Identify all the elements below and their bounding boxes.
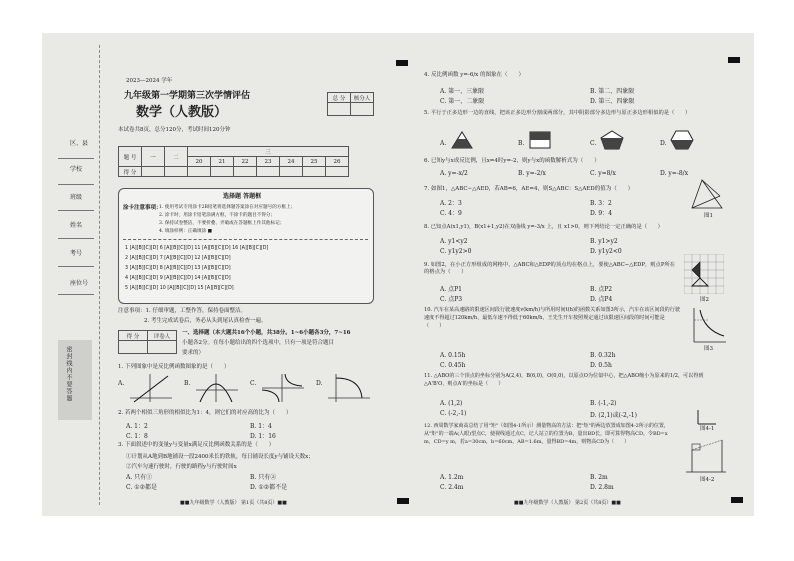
q12-option-d[interactable]: D. 2.8m [590, 484, 614, 491]
q1-option-d[interactable]: D. [316, 380, 323, 387]
q9-option-b[interactable]: B. 点P2 [590, 286, 613, 293]
answer-card-note: 3. 保持试卷整洁，不要折叠、弄破或在答题框上作其他标记； [159, 221, 285, 226]
answer-row[interactable]: 2 [A][B][C][D] 7 [A][B][C][D] 12 [A][B][C][D] [125, 256, 231, 261]
question-3: 3. 下面叙述中的变量y与变量x满足反比例函数关系的是（ ） [118, 442, 275, 448]
score-cell[interactable] [234, 167, 257, 177]
q8-option-b[interactable]: B. y1>y2 [590, 238, 618, 245]
section1-heading: 小题各2分。在每小题给出的四个选项中，只有一项是符合题目 [182, 340, 335, 346]
q4-option-a[interactable]: A. 第一、三象限 [440, 88, 485, 95]
side-label-exam-number: 考号 [70, 250, 83, 257]
score-table-section2: 二 [165, 147, 188, 167]
question-1: 1. 下列图象中是反比例函数图象的是（ ） [118, 364, 230, 370]
q5-option-a[interactable]: A. [440, 140, 447, 147]
q8-option-d[interactable]: D. y1y2<0 [590, 248, 622, 255]
figure-4-1 [694, 408, 718, 426]
section1-heading: 一、选择题（本大题共16个小题，共38分。1~6小题各3分，7~16 [182, 330, 351, 336]
q11-option-d[interactable]: D. (2,1)或(-2,-1) [590, 412, 637, 419]
q1-graph-c [260, 372, 306, 404]
q6-option-b[interactable]: B. y=-2/x [518, 170, 546, 177]
section1-marker-cell[interactable] [148, 341, 177, 354]
side-label-name: 姓名 [70, 222, 83, 229]
section1-marker-label: 评卷人 [148, 331, 177, 341]
figure-4-2-caption: 图4-2 [700, 477, 715, 483]
q9-option-a[interactable]: A. 点P1 [440, 286, 463, 293]
answer-card-title: 选择题 答题框 [223, 193, 262, 200]
figure-1-caption: 图1 [704, 213, 713, 219]
score-cell[interactable] [142, 167, 165, 177]
answer-row[interactable]: 1 [A][B][C][D] 6 [A][B][C][D] 11 [A][B][C][D] 16 [A][B][C][D] [125, 246, 269, 251]
answer-row[interactable]: 3 [A][B][C][D] 8 [A][B][C][D] 13 [A][B][C][D] [125, 266, 231, 271]
figure-2-caption: 图2 [700, 297, 709, 303]
q11-option-a[interactable]: A. (1,2) [440, 400, 463, 407]
score-table-section3: 三 [188, 147, 349, 157]
q1-graph-d [326, 372, 372, 404]
score-table-q26: 26 [326, 157, 349, 167]
subject-title: 数学（人教版） [136, 105, 228, 120]
q12-option-b[interactable]: B. 2m [590, 474, 608, 481]
score-table-q23: 23 [257, 157, 280, 167]
q2-option-a[interactable]: A. 1：2 [126, 423, 148, 430]
score-table-q21: 21 [211, 157, 234, 167]
q9-option-d[interactable]: D. 点P4 [590, 296, 613, 303]
total-score-label: 总 分 [328, 93, 351, 103]
score-table-score-label: 得 分 [119, 167, 142, 177]
q7-option-b[interactable]: B. 3：2 [590, 200, 612, 207]
question-6: 6. 已知y与x成反比例，且x=4时y=-2，则y与x的函数解析式为（ ） [424, 158, 600, 164]
page-footer-left: ■■九年级数学（人教版） 第1页（共8页）■■ [180, 500, 287, 506]
question-9: 9. 如图2，在小正方形组成的网格中，△ABC和△EDP的顶点均在格点上，要使△ABC∽△EDP，则点P所在的格点为（ ） [424, 262, 675, 275]
q1-option-a[interactable]: A. [118, 380, 125, 387]
question-10: 10. 汽车在某高速路的限速区间段行驶速度v(km/h)与所用时间t(h)的函数关系如图3所示，汽车在该区间段的行驶速度不得超过120km/h，最低车速不得低于60km/h，王先生开车按照规定通过该限速区间段的时间可能是（ ） [424, 307, 680, 329]
score-cell[interactable] [188, 167, 211, 177]
score-cell[interactable] [280, 167, 303, 177]
score-cell[interactable] [165, 167, 188, 177]
question-2: 2. 若两个相似三角形的相似比为1：4，则它们的对应高的比为（ ） [118, 410, 292, 416]
registration-mark [397, 498, 409, 504]
section1-score-box [118, 330, 177, 354]
question-12: 12. 西周数学家商高总结了用"矩"（如图4-1所示）测量物高的方法：把"矩"的两边放置成如图4-2所示的位置，从"矩"的一端A(人眼)望点C，使视线通过点C，记人站立的位置为B，量出BD长，即可算得物高CD。令BD=x m，CD=y m，若a=30cm，b=60cm，AB=1.6m，量得BD=4m，则物高CD为（ ） [424, 423, 669, 445]
answer-card [118, 188, 374, 304]
score-table-q20: 20 [188, 157, 211, 167]
score-cell[interactable] [211, 167, 234, 177]
q7-option-c[interactable]: C. 4：9 [440, 210, 462, 217]
score-table-section1: 一 [142, 147, 165, 167]
q3-statement-2: ②汽车匀速行驶时，行驶的路程y与行驶时间x [126, 464, 237, 470]
q10-option-d[interactable]: D. 0.5h [590, 362, 612, 369]
notice-line: 注意事项：1. 仔细审题，工整作答，保持卷面整洁。 [118, 308, 246, 314]
q1-option-b[interactable]: B. [184, 380, 191, 387]
question-8: 8. 已知点A(x1,y1)，B(x1+1,y2)在双曲线 y=-3/x 上，且 x1>0，则下列结论一定正确的是（ ） [424, 224, 663, 230]
q2-option-c[interactable]: C. 1：8 [126, 433, 148, 440]
q6-option-c[interactable]: C. y=8/x [590, 170, 616, 177]
figure-3-caption: 图3 [704, 346, 713, 352]
answer-row[interactable]: 4 [A][B][C][D] 9 [A][B][C][D] 14 [A][B][C][D] [125, 276, 231, 281]
question-5: 5. 平行于正多边形一边的直线，把该正多边形分割成两部分，其中阴影部分多边形与原正多边形相似的是（ ） [424, 110, 691, 116]
q10-option-b[interactable]: B. 0.32h [590, 352, 616, 359]
q12-option-a[interactable]: A. 1.2m [440, 474, 464, 481]
q6-option-d[interactable]: D. y=-8/x [660, 170, 689, 177]
score-table [118, 146, 349, 177]
q3-option-d[interactable]: D. ①②都不是 [250, 484, 288, 491]
answer-card-notes-label: 涂卡注意事项： [123, 205, 162, 211]
q4-option-b[interactable]: B. 第二、四象限 [590, 88, 635, 95]
answer-card-note: 2. 涂卡时，用涂卡铅笔涂满方框，不涂卡的题目不得分； [159, 213, 276, 218]
score-table-q22: 22 [234, 157, 257, 167]
side-label-district: 区、县 [70, 140, 89, 147]
figure-2 [684, 254, 724, 294]
q6-option-a[interactable]: A. y=-x/2 [440, 170, 468, 177]
side-label-seat: 座位号 [70, 280, 89, 287]
score-cell[interactable] [303, 167, 326, 177]
exam-info: 本试卷共8页，总分120分，考试时间120分钟 [118, 127, 231, 133]
registration-mark [728, 57, 740, 63]
score-cell[interactable] [326, 167, 349, 177]
figure-4-1-caption: 图4-1 [700, 426, 715, 432]
answer-card-note: 1. 使用考试专用涂卡2B铅笔将选择题答案涂在对应题号的方框上； [159, 205, 296, 210]
q5-pentagon-figure [600, 130, 624, 150]
q3-option-c[interactable]: C. ①②都是 [126, 484, 157, 491]
q2-option-d[interactable]: D. 1：16 [250, 433, 276, 440]
registration-mark [396, 60, 408, 66]
section1-score-cell[interactable] [119, 341, 148, 354]
q2-option-b[interactable]: B. 1：4 [250, 423, 272, 430]
q3-option-b[interactable]: B. 只有② [250, 474, 277, 481]
q5-rectangle-figure [528, 130, 552, 150]
figure-4-2 [684, 436, 728, 474]
checker-label: 核分人 [351, 93, 374, 103]
score-table-q25: 25 [303, 157, 326, 167]
total-score-cell[interactable] [328, 103, 351, 116]
section1-score-label: 得 分 [119, 331, 148, 341]
binding-line [99, 45, 100, 505]
question-4: 4. 反比例函数 y=-6/x 的图象在（ ） [424, 72, 525, 78]
q11-option-c[interactable]: C. (-2,-1) [440, 410, 467, 417]
school-year: 2023—2024 学年 [126, 78, 173, 84]
q3-option-a[interactable]: A. 只有① [126, 474, 153, 481]
side-seal-strip [58, 340, 92, 420]
question-7: 7. 如图1，△ABC∽△AED，若AB=6，AE=4，则S△ABC：S△AED的值为（ ） [424, 186, 634, 192]
answer-card-note: 4. 填涂样例：正确填涂 ■ [159, 229, 212, 234]
q10-option-a[interactable]: A. 0.15h [440, 352, 466, 359]
q5-option-d[interactable]: D. [660, 140, 667, 147]
checker-cell[interactable] [351, 103, 374, 116]
score-table-header-question: 题 号 [119, 147, 142, 167]
q1-graph-b [194, 372, 240, 404]
q5-triangle-figure [450, 130, 474, 150]
figure-1 [690, 178, 726, 212]
q9-option-c[interactable]: C. 点P3 [440, 296, 463, 303]
section1-heading: 要求的） [182, 350, 205, 356]
registration-mark [731, 497, 743, 503]
total-score-box [327, 92, 374, 116]
q7-option-d[interactable]: D. 9：4 [590, 210, 613, 217]
score-cell[interactable] [257, 167, 280, 177]
q8-option-c[interactable]: C. y1y2>0 [440, 248, 472, 255]
q1-option-c[interactable]: C. [250, 380, 257, 387]
q8-option-a[interactable]: A. y1<y2 [440, 238, 468, 245]
side-label-class: 班级 [70, 194, 83, 201]
q4-option-c[interactable]: C. 第一、二象限 [440, 98, 485, 105]
q5-option-b[interactable]: B. [518, 140, 525, 147]
q12-option-c[interactable]: C. 2.4m [440, 484, 464, 491]
q5-hexagon-figure [670, 130, 694, 150]
side-seal-text: 密封线内不要答题 [65, 346, 72, 402]
q7-option-a[interactable]: A. 2：3 [440, 200, 462, 207]
answer-row[interactable]: 5 [A][B][C][D] 10 [A][B][C][D] 15 [A][B][C][D] [125, 286, 234, 291]
notice-line: 2. 考生完成试卷后，务必从头到尾认真检查一遍。 [144, 318, 267, 324]
q1-graph-a [128, 372, 174, 404]
page-footer-right: ■■九年级数学（人教版） 第2页（共8页）■■ [514, 500, 621, 506]
q3-statement-1: ①计划从A地到B地铺设一段2400米长的铁轨，每日铺设长度y与铺设天数x； [126, 454, 314, 460]
q4-option-d[interactable]: D. 第三、四象限 [590, 98, 635, 105]
question-11: 11. △ABO的三个顶点的坐标分别为A(2,4)，B(6,0)，O(0,0)，以原点O为位似中心，把△ABO缩小为原来的1/2，可以得到△A'B'O，则点A'的坐标是（ ） [424, 373, 704, 387]
figure-3 [688, 306, 728, 346]
score-table-q24: 24 [280, 157, 303, 167]
q10-option-c[interactable]: C. 0.45h [440, 362, 466, 369]
q11-option-b[interactable]: B. (-1,-2) [590, 400, 617, 407]
side-label-school: 学校 [70, 166, 83, 173]
exam-title: 九年级第一学期第三次学情评估 [124, 91, 251, 101]
q5-option-c[interactable]: C. [590, 140, 597, 147]
